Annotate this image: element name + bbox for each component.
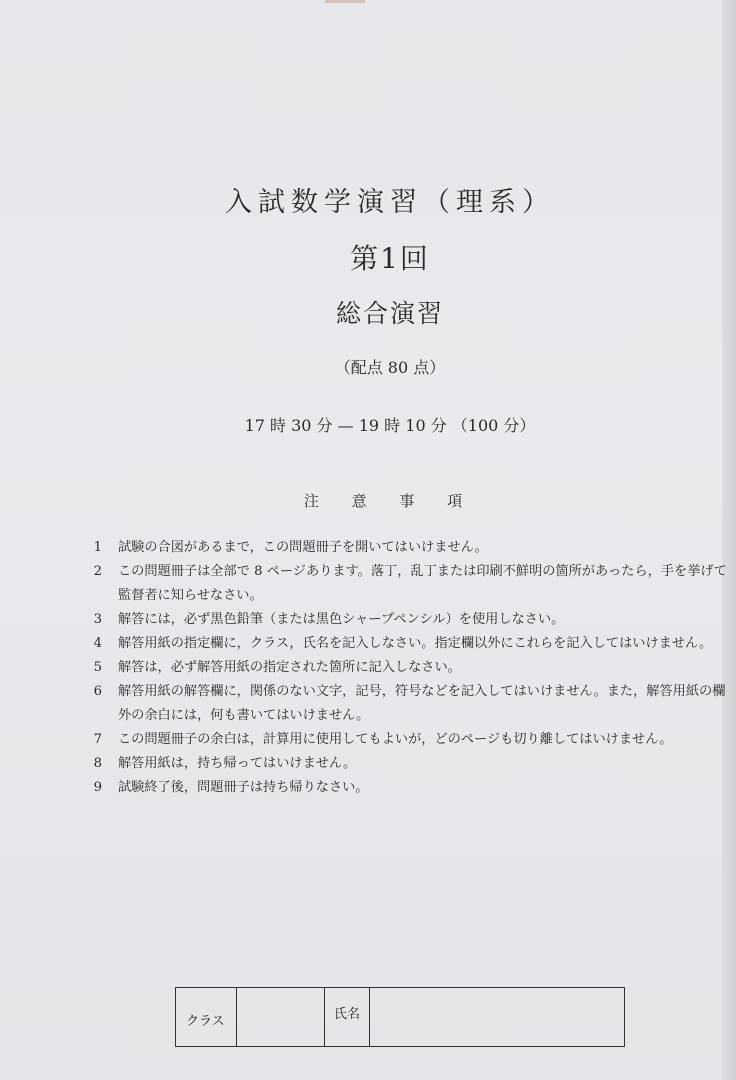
class-field[interactable]	[237, 988, 325, 1046]
exam-points: （配点 80 点）	[334, 358, 446, 377]
class-label: クラス	[186, 1014, 225, 1029]
note-text: 試験終了後，問題冊子は持ち帰りなさい。	[118, 780, 369, 795]
note-number: 3	[93, 612, 102, 627]
note-number: 6	[93, 684, 102, 699]
note-item	[88, 560, 728, 608]
note-number: 1	[93, 540, 102, 555]
note-item	[88, 536, 728, 560]
class-name-form	[175, 987, 625, 1047]
note-text: 解答は，必ず解答用紙の指定された箇所に記入しなさい。	[118, 660, 461, 675]
note-text: 試験の合図があるまで，この問題冊子を開いてはいけません。	[118, 540, 488, 555]
note-number: 9	[93, 780, 102, 795]
exam-subtitle: 総合演習	[335, 299, 444, 328]
name-label-cell	[325, 988, 370, 1046]
note-text: この問題冊子は全部で 8 ページあります。落丁，乱丁または印刷不鮮明の箇所があったら，手を挙げて監督者に知らせなさい。	[118, 564, 727, 603]
note-text: 解答用紙は，持ち帰ってはいけません。	[118, 756, 357, 771]
exam-round: 第1回	[350, 242, 430, 275]
note-item	[88, 632, 728, 656]
note-number: 8	[93, 756, 102, 771]
note-item	[88, 728, 728, 752]
note-text: 解答には，必ず黒色鉛筆（または黒色シャープペンシル）を使用しなさい。	[118, 612, 565, 627]
note-item	[88, 776, 728, 800]
name-field[interactable]	[370, 988, 624, 1046]
class-label-cell	[176, 988, 237, 1046]
note-number: 2	[93, 564, 102, 579]
notes-list	[88, 536, 728, 800]
note-text: 解答用紙の解答欄に，関係のない文字，記号，符号などを記入してはいけません。また，解答用紙の欄外の余白には，何も書いてはいけません。	[118, 684, 726, 723]
notes-heading: 注 意 事 項	[303, 492, 477, 510]
note-item	[88, 608, 728, 632]
top-mark	[325, 0, 365, 3]
exam-time: 17 時 30 分 — 19 時 10 分 （100 分）	[244, 416, 536, 435]
note-text: 解答用紙の指定欄に，クラス，氏名を記入しなさい。指定欄以外にこれらを記入してはいけません。	[118, 636, 713, 651]
note-number: 4	[93, 636, 102, 651]
note-number: 7	[93, 732, 102, 747]
note-text: この問題冊子の余白は，計算用に使用してもよいが，どのページも切り離してはいけません。	[118, 732, 673, 747]
note-item	[88, 656, 728, 680]
name-label: 氏名	[334, 1007, 361, 1022]
note-number: 5	[93, 660, 102, 675]
note-item	[88, 680, 728, 728]
note-item	[88, 752, 728, 776]
exam-title: 入試数学演習（理系）	[225, 187, 555, 218]
